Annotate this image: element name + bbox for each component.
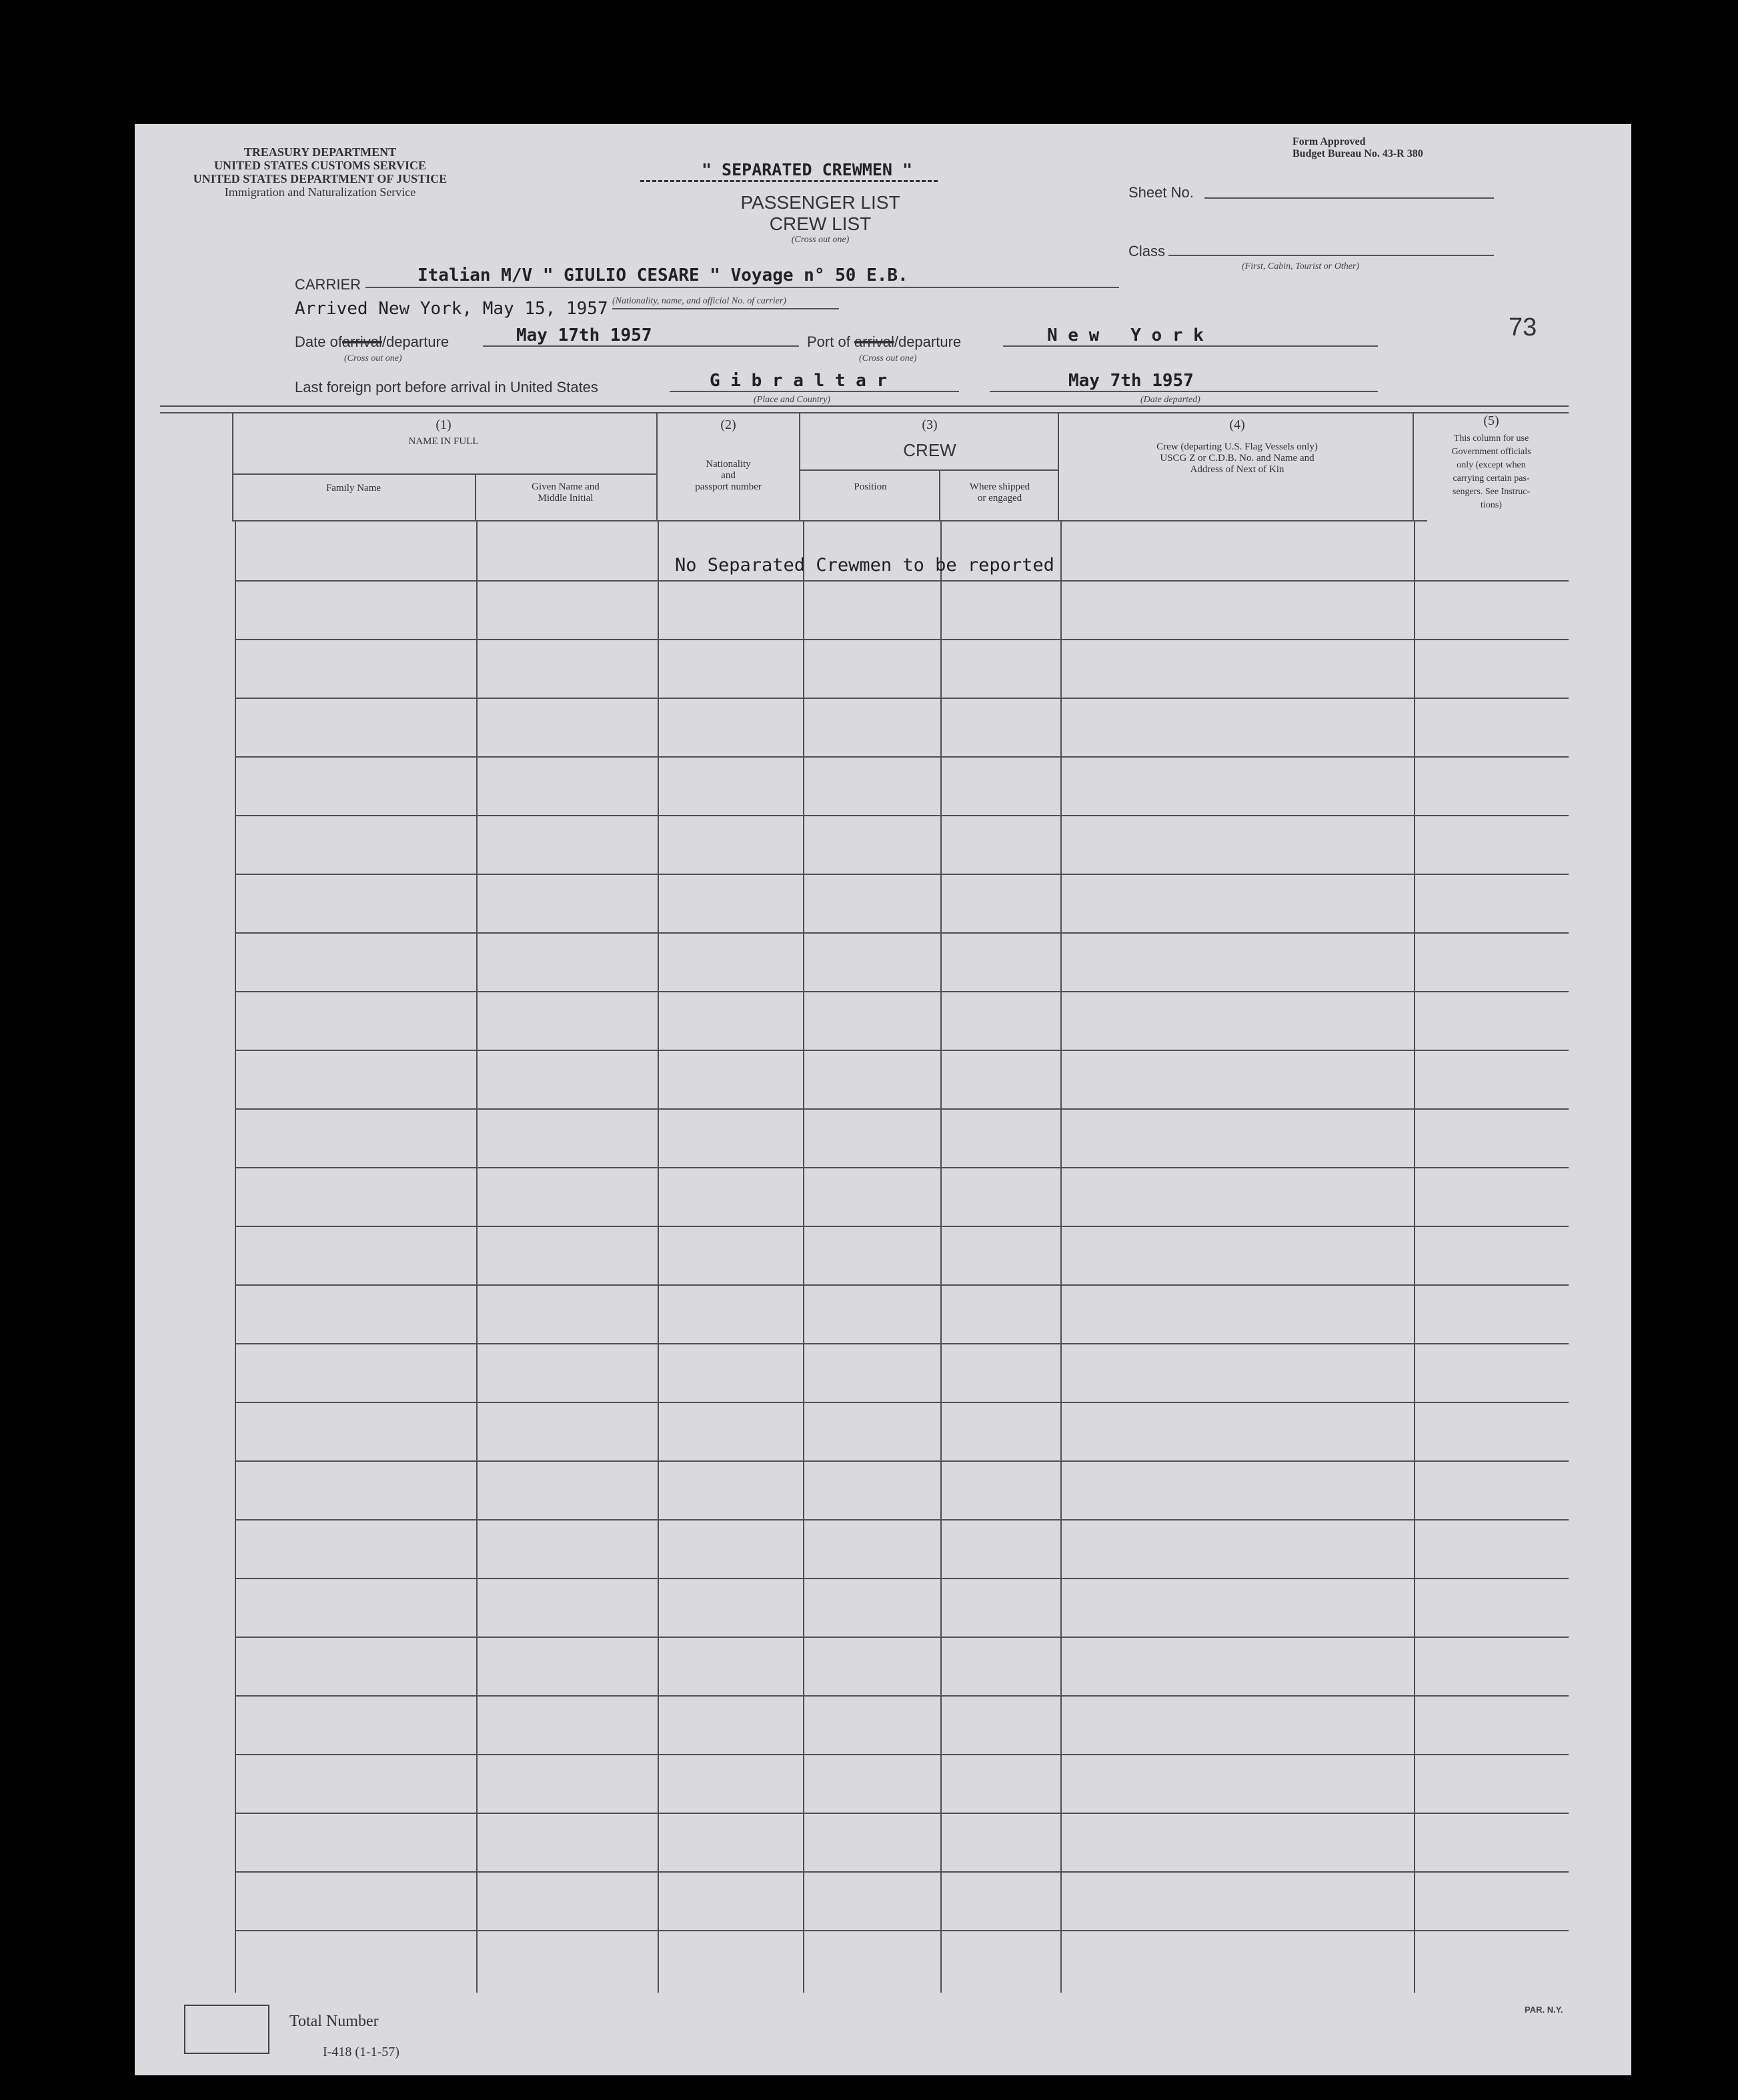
passenger-list-title: PASSENGER LIST: [740, 192, 900, 213]
table-row-rule: [235, 639, 1569, 640]
table-top-rule-2: [160, 412, 1569, 413]
table-row-rule: [235, 1813, 1569, 1814]
title-dashes: [640, 180, 938, 185]
total-number-label: Total Number: [289, 2013, 379, 2030]
col2-line: passport number: [695, 481, 762, 492]
col4-number: (4): [1229, 417, 1245, 432]
col3-number: (3): [922, 417, 938, 432]
col4-header: [1060, 441, 1414, 475]
separated-crewmen-title: " SEPARATED CREWMEN ": [701, 160, 913, 179]
last-port-line: [670, 391, 959, 392]
table-row-rule: [235, 1871, 1569, 1873]
date-label: [295, 333, 449, 351]
form-page: [135, 124, 1631, 2075]
table-row-rule: [235, 874, 1569, 875]
date-departed-hint: (Date departed): [1140, 395, 1200, 405]
table-row-rule: [235, 1402, 1569, 1403]
last-port-label: Last foreign port before arrival in United States: [295, 379, 598, 395]
col2-number: (2): [720, 417, 736, 432]
no-crewmen-note: No Separated Crewmen to be reported: [675, 555, 1054, 576]
table-row-rule: [235, 1930, 1569, 1931]
col1-number: (1): [436, 417, 452, 432]
table-row-rule: [235, 1284, 1569, 1286]
col5-line: tions): [1481, 500, 1502, 510]
col1b-given-name: [476, 481, 655, 504]
agency-line: UNITED STATES CUSTOMS SERVICE: [214, 159, 426, 172]
table-row-rule: [235, 1226, 1569, 1227]
table-row-rule: [235, 1050, 1569, 1051]
table-row-rule: [235, 815, 1569, 816]
date-label-post: /departure: [381, 333, 450, 350]
port-label-struck: arrival: [854, 333, 894, 350]
col4-line: Address of Next of Kin: [1190, 464, 1284, 475]
col4-line: USCG Z or C.D.B. No. and Name and: [1160, 453, 1315, 463]
col2-line: Nationality: [706, 459, 751, 469]
col1-title: NAME IN FULL: [408, 436, 479, 447]
carrier-line: [365, 287, 1119, 288]
class-hint: (First, Cabin, Tourist or Other): [1242, 261, 1360, 271]
col2-header: [658, 459, 799, 493]
class-label: Class: [1128, 243, 1166, 259]
col5-number: (5): [1483, 413, 1499, 428]
table-row-rule: [235, 1578, 1569, 1579]
page-number: 73: [1509, 313, 1537, 341]
col1b-line: Given Name and: [532, 481, 600, 492]
total-number-box: [184, 2005, 269, 2054]
budget-bureau-text: Budget Bureau No. 43-R 380: [1292, 148, 1423, 159]
port-cross-out: (Cross out one): [859, 353, 917, 363]
col1b-line: Middle Initial: [538, 493, 594, 503]
table-row-rule: [235, 1754, 1569, 1755]
col5-line: only (except when: [1457, 460, 1526, 470]
port-label-pre: Port of: [807, 333, 850, 350]
port-line: [1003, 345, 1378, 347]
date-label-struck: arrival: [341, 333, 382, 350]
body-col-divider: [1060, 521, 1062, 1993]
col5-line: This column for use: [1453, 433, 1529, 443]
cross-out-note: (Cross out one): [791, 235, 850, 245]
port-label-post: /departure: [894, 333, 962, 350]
body-col-divider: [235, 521, 236, 1993]
sheet-no-label: Sheet No.: [1128, 184, 1194, 201]
sheet-no-line: [1204, 197, 1494, 199]
col-divider: [799, 413, 800, 521]
table-row-rule: [235, 991, 1569, 992]
table-row-rule: [235, 698, 1569, 699]
form-approved: [1292, 136, 1423, 160]
date-line: [483, 345, 799, 347]
last-port-hint: (Place and Country): [754, 395, 831, 405]
date-cross-out: (Cross out one): [344, 353, 402, 363]
col-divider: [656, 413, 658, 521]
crew-list-title: CREW LIST: [769, 213, 872, 234]
carrier-label: CARRIER: [295, 276, 361, 293]
col1a-family-name: Family Name: [325, 483, 381, 493]
col3b-line: Where shipped: [969, 481, 1030, 492]
col1-sub-rule: [233, 473, 656, 475]
port-label: [807, 333, 961, 351]
table-row-rule: [235, 1695, 1569, 1697]
col2-line: and: [721, 470, 736, 481]
carrier-value: Italian M/V " GIULIO CESARE " Voyage n° 50 E.B.: [417, 265, 908, 285]
col5-line: carrying certain pas-: [1453, 473, 1530, 483]
table-row-rule: [235, 932, 1569, 934]
date-departed-line: [990, 391, 1378, 392]
col5-line: Government officials: [1451, 447, 1531, 457]
header-bottom-rule: [233, 520, 1427, 521]
agency-line: Immigration and Naturalization Service: [224, 185, 416, 199]
carrier-hint-line: [612, 308, 839, 309]
form-approved-text: Form Approved: [1292, 136, 1366, 147]
col3-sub-rule: [800, 469, 1059, 471]
body-col-divider: [658, 521, 659, 1993]
class-line: [1168, 255, 1494, 256]
table-row-rule: [235, 1167, 1569, 1168]
agency-block: [167, 145, 474, 199]
date-departed-value: May 7th 1957: [1068, 371, 1194, 391]
col-divider: [1058, 413, 1059, 521]
date-label-pre: Date of: [295, 333, 342, 350]
body-col-divider: [1414, 521, 1415, 1993]
table-row-rule: [235, 756, 1569, 758]
last-port-value: G i b r a l t a r: [710, 371, 888, 391]
printer-mark: PAR. N.Y.: [1525, 2005, 1563, 2015]
col5-line: sengers. See Instruc-: [1452, 487, 1531, 497]
body-col-divider: [803, 521, 804, 1993]
table-row-rule: [235, 1460, 1569, 1462]
col3b-line: or engaged: [977, 493, 1022, 503]
table-row-rule: [235, 580, 1569, 582]
table-top-rule: [160, 405, 1569, 407]
port-value: N e w Y o r k: [1047, 325, 1204, 345]
col3-title: CREW: [903, 440, 956, 460]
body-col-divider: [476, 521, 478, 1993]
table-row-rule: [235, 1637, 1569, 1638]
table-row-rule: [235, 1108, 1569, 1110]
agency-line: TREASURY DEPARTMENT: [243, 145, 397, 159]
table-row-rule: [235, 1519, 1569, 1520]
agency-line: UNITED STATES DEPARTMENT OF JUSTICE: [193, 172, 448, 185]
col-divider: [1413, 413, 1414, 521]
col-divider: [939, 471, 940, 521]
table-row-rule: [235, 1343, 1569, 1344]
col-divider: [232, 413, 233, 521]
arrived-value: Arrived New York, May 15, 1957: [295, 299, 608, 319]
body-col-divider: [940, 521, 942, 1993]
col3a-position: Position: [854, 481, 887, 492]
col-divider: [475, 475, 476, 521]
date-value: May 17th 1957: [516, 325, 652, 345]
carrier-hint: (Nationality, name, and official No. of carrier): [612, 296, 786, 306]
form-number: I-418 (1-1-57): [323, 2045, 399, 2059]
col4-line: Crew (departing U.S. Flag Vessels only): [1156, 441, 1318, 452]
col3b-where-shipped: [940, 481, 1059, 504]
col5-header: [1415, 432, 1567, 512]
